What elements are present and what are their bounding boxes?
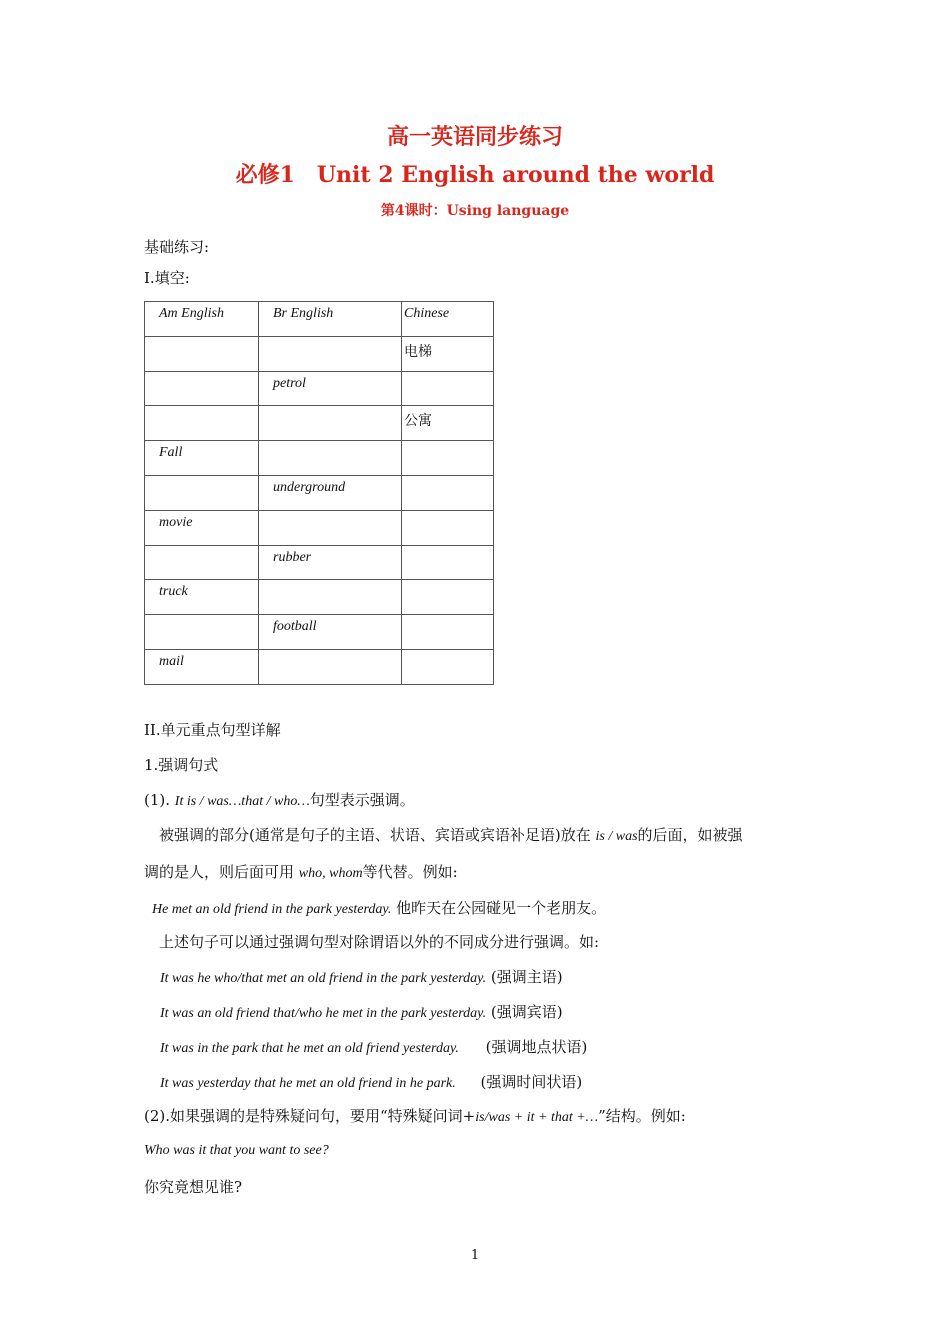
table-cell[interactable]: truck (145, 580, 259, 615)
table-cell[interactable]: petrol (259, 371, 402, 406)
explanation-line-1 (159, 825, 743, 847)
table-cell[interactable] (402, 580, 494, 615)
point-2 (144, 1106, 686, 1128)
table-cell[interactable] (259, 441, 402, 476)
explanation-text-end: 等代替。例如: (362, 863, 458, 881)
explanation-line-2 (144, 862, 458, 884)
table-cell[interactable] (402, 649, 494, 684)
table-row (145, 336, 494, 371)
table-cell[interactable] (402, 545, 494, 580)
table-row (145, 371, 494, 406)
table-cell[interactable] (402, 441, 494, 476)
example-english: It was an old friend that/who he met in the park yesterday. (160, 1006, 487, 1021)
table-cell[interactable] (402, 510, 494, 545)
table-row (145, 580, 494, 615)
table-row (145, 545, 494, 580)
table-cell[interactable] (145, 545, 259, 580)
point-1-text: 句型表示强调。 (309, 791, 415, 809)
example-english: It was in the park that he met an old friend yesterday. (160, 1041, 459, 1056)
example-note: (强调主语) (490, 968, 563, 986)
explanation-pronouns: who, whom (298, 866, 363, 881)
table-cell[interactable] (402, 615, 494, 650)
table-cell[interactable] (259, 649, 402, 684)
table-cell[interactable] (145, 615, 259, 650)
table-cell[interactable] (259, 580, 402, 615)
intro-line: 上述句子可以通过强调句型对除谓语以外的不同成分进行强调。如: (159, 933, 600, 951)
emphasis-heading: 1.强调句式 (144, 756, 219, 774)
point-2-text: (2).如果强调的是特殊疑问句，要用“特殊疑问词+ (144, 1107, 476, 1125)
unit-subtitle (0, 158, 950, 189)
table-row (145, 510, 494, 545)
table-cell[interactable]: football (259, 615, 402, 650)
table-header-cell: Chinese (402, 302, 494, 337)
table-cell[interactable] (145, 475, 259, 510)
table-cell[interactable] (259, 336, 402, 371)
table-cell[interactable] (145, 371, 259, 406)
table-row (145, 475, 494, 510)
table-row (145, 406, 494, 441)
emphasis-example (160, 1037, 587, 1059)
table-cell[interactable] (259, 510, 402, 545)
table-cell[interactable]: underground (259, 475, 402, 510)
table-cell[interactable]: mail (145, 649, 259, 684)
table-cell[interactable] (145, 406, 259, 441)
explanation-text: 调的是人，则后面可用 (144, 863, 295, 881)
emphasis-example (160, 1072, 582, 1094)
table-cell[interactable]: Fall (145, 441, 259, 476)
example-english: It was yesterday that he met an old friend in he park. (160, 1076, 456, 1091)
emphasis-example (160, 967, 563, 989)
table-cell[interactable]: 公寓 (402, 406, 494, 441)
table-header-cell: Br English (259, 302, 402, 337)
point-1 (144, 790, 415, 812)
lesson-title: 第4课时：Using language (380, 203, 570, 219)
emphasis-example (160, 1002, 563, 1024)
point-2-pattern: is/was + it + that +… (475, 1110, 599, 1125)
part1-heading: I.填空: (144, 269, 190, 287)
explanation-text-end: 的后面，如被强 (637, 826, 743, 844)
table-cell[interactable] (402, 371, 494, 406)
table-row (145, 441, 494, 476)
example-note: (强调时间状语) (480, 1073, 583, 1091)
page-title: 高一英语同步练习 (386, 124, 563, 150)
vocab-table (144, 301, 494, 685)
unit-subtitle-text: 必修1 Unit 2 English around the world (235, 162, 715, 188)
point-2-text-end: ”结构。例如: (598, 1107, 686, 1125)
part2-heading: II.单元重点句型详解 (144, 721, 281, 739)
table-cell[interactable]: rubber (259, 545, 402, 580)
table-header-row (145, 302, 494, 337)
example-note: (强调宾语) (490, 1003, 563, 1021)
table-cell[interactable] (259, 406, 402, 441)
table-cell[interactable] (402, 475, 494, 510)
question-english: Who was it that you want to see? (144, 1143, 329, 1158)
table-cell[interactable]: 电梯 (402, 336, 494, 371)
table-cell[interactable]: movie (145, 510, 259, 545)
example-english: It was he who/that met an old friend in the park yesterday. (160, 971, 487, 986)
example-chinese: 他昨天在公园碰见一个老朋友。 (396, 899, 607, 917)
example-sentence (152, 898, 606, 920)
example-note: (强调地点状语) (485, 1038, 588, 1056)
table-header-cell: Am English (145, 302, 259, 337)
table-cell[interactable] (145, 336, 259, 371)
point-1-number: (1). (144, 791, 171, 809)
table-row (145, 649, 494, 684)
explanation-pattern: is / was (595, 829, 638, 844)
page-number: 1 (470, 1248, 480, 1263)
point-1-pattern: It is / was…that / who… (174, 794, 310, 809)
table-row (145, 615, 494, 650)
explanation-text: 被强调的部分(通常是句子的主语、状语、宾语或宾语补足语)放在 (159, 826, 591, 844)
section-basic-heading: 基础练习: (144, 238, 210, 256)
question-chinese: 你究竟想见谁? (144, 1178, 243, 1196)
example-english: He met an old friend in the park yesterday. (152, 902, 392, 917)
